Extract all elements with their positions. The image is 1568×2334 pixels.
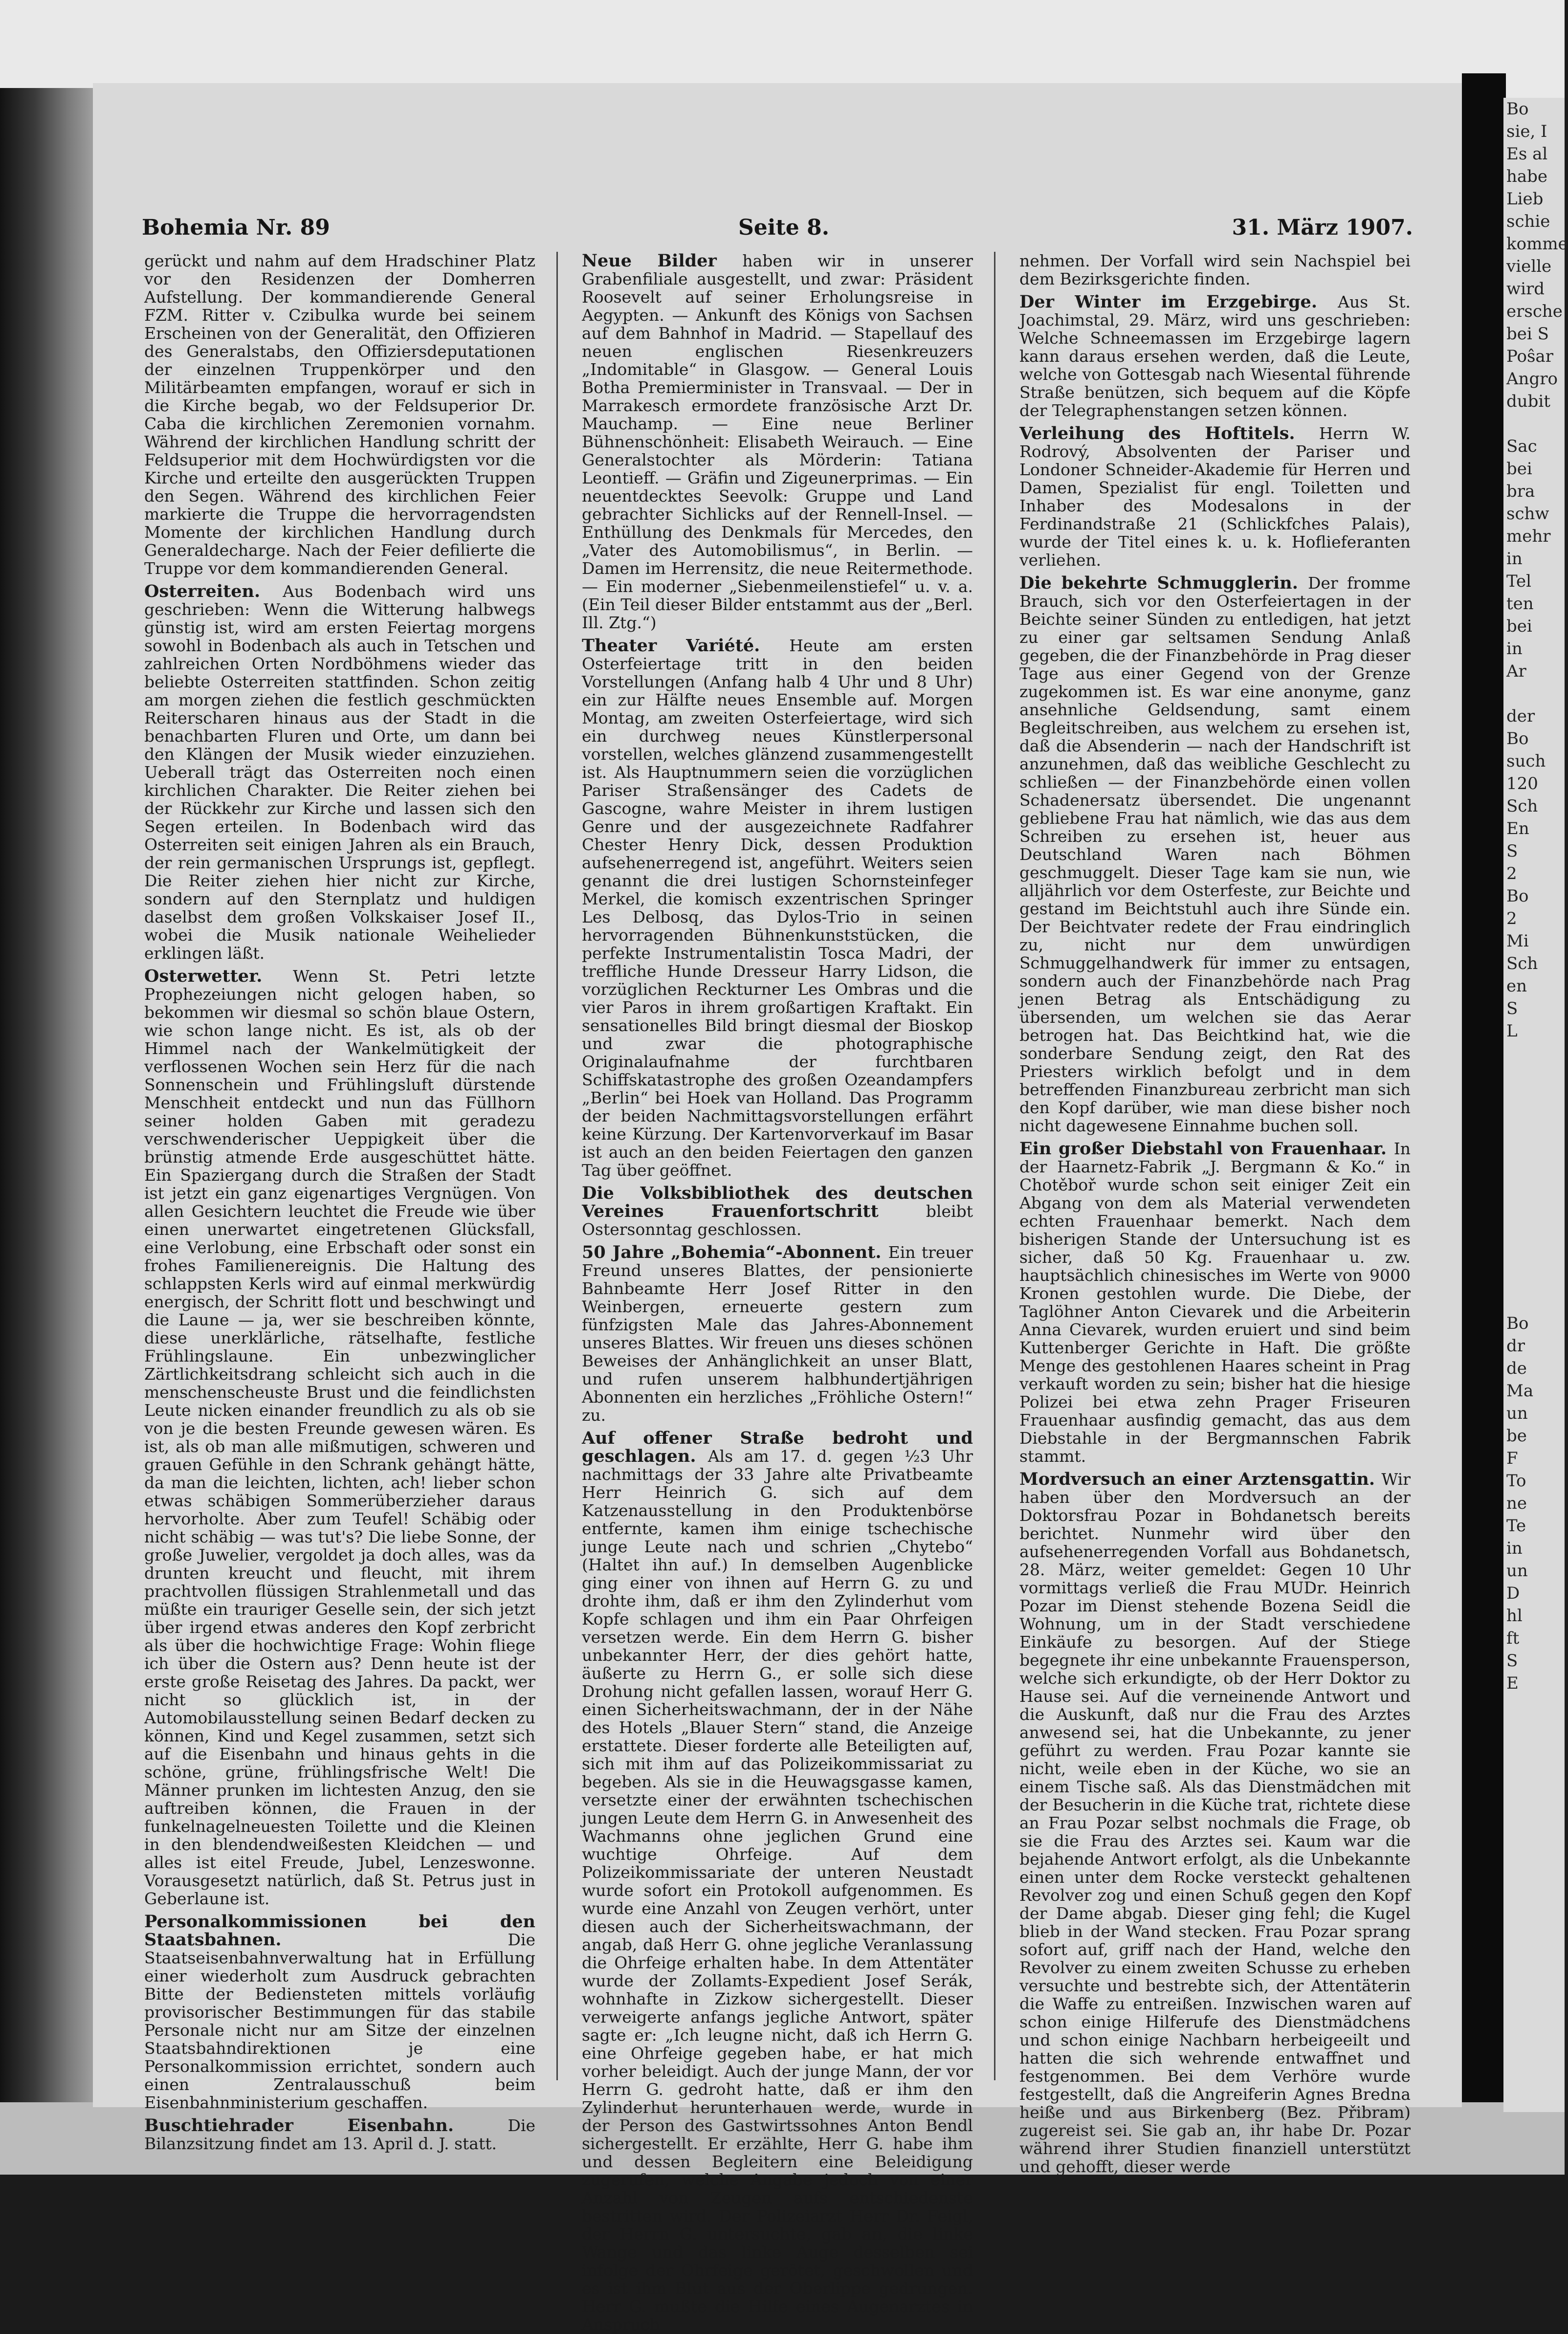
adjacent-page-text-fragment: S — [1506, 1651, 1518, 1671]
adjacent-page-text-fragment — [1503, 1267, 1565, 1290]
adjacent-page-text-fragment — [1503, 1132, 1565, 1155]
article-heading: Verleihung des Hoftitels. — [1019, 423, 1295, 443]
adjacent-page-text-fragment: in — [1506, 639, 1523, 659]
article-body: bleibt Ostersonntag geschlossen. — [582, 1202, 973, 1239]
article-heading: Auf offener Straße bedroht und geschlagen. — [582, 1428, 973, 1466]
adjacent-page-text-fragment: der — [1506, 706, 1535, 726]
adjacent-page-text-fragment: To — [1506, 1471, 1526, 1491]
adjacent-page-text-fragment: dr — [1506, 1336, 1525, 1356]
adjacent-page-text-fragment: Bo — [1506, 1314, 1529, 1333]
article — [1019, 574, 1411, 1135]
article — [144, 2116, 535, 2153]
article-heading: Ein großer Diebstahl von Frauenhaar. — [1019, 1139, 1387, 1159]
newspaper-page — [93, 83, 1462, 2334]
adjacent-page-edge — [1503, 98, 1568, 2112]
adjacent-page-text-fragment: bei — [1506, 617, 1532, 636]
article-body: haben wir in unserer Grabenfiliale ausgestellt, und zwar: Präsident Roosevelt auf seiner Erholungsreise in Aegypten. — Ankunft des Königs von Sachsen auf dem Bahnhof in Madrid. — Stapellauf des neuen englischen Riesenkreuzers „Indomitable“ in Glasgow. — General Louis Botha Premierminister in Transvaal. — Der in Marrakesch ermordete französische Arzt Dr. Mauchamp. — Eine neue Berliner Bühnenschönheit: Elisabeth Weirauch. — Eine Generalstochter als Mörderin: Tatiana Leontieff. — Gräfin und Zigeunerprimas. — Ein neuentdecktes Seevolk: Gruppe und Land gebrachter Sichlicks auf der Rennell-Insel. — Enthüllung des Denkmals für Mercedes, den „Vater des Automobilismus“, in Berlin. — Damen im Herrensitz, die neue Reitermethode. — Ein moderner „Siebenmeilenstiefel“ u. v. a. (Ein Teil dieser Bilder entstammt aus der „Berl. Ill. Ztg.“) — [582, 251, 973, 632]
article-body: Heute am ersten Osterfeiertage tritt in den beiden Vorstellungen (Anfang halb 4 Uhr und 8 Uhr) ein zur Hälfte neues Ensemble auf. Morgen Montag, am zweiten Osterfeiertage, wird sich ein durchweg neues Künstlerpersonal vorstellen, welches glänzend zusammengestellt ist. Als Hauptnummern seien die vorzüglichen Pariser Straßensänger des Cadets de Gascogne, wahre Meister in ihrem lustigen Genre und der ausgezeichnete Radfahrer Chester Henry Dick, dessen Produktion aufsehenerregend ist, angeführt. Weiters seien genannt die drei lustigen Schornsteinfeger Merkel, die komisch exzentrischen Springer Les Delbosq, das Dylos-Trio in seinen hervorragenden Bühnenkunststücken, die perfekte Instrumentalistin Tosca Madri, der treffliche Hunde Dresseur Harry Lidson, die vorzüglichen Reckturner Les Ombras und die vier Paros in ihrem großartigen Kraftakt. Ein sensationelles Bild bringt diesmal der Bioskop und zwar die photographische Originalaufnahme der furchtbaren Schiffskatastrophe des großen Ozeandampfers „Berlin“ bei Hoek van Holland. Das Programm der beiden Nachmittagsvorstellungen erfährt keine Kürzung. Der Kartenvorverkauf im Basar ist auch an den beiden Feiertagen den ganzen Tag über geöffnet. — [582, 636, 973, 1180]
adjacent-page-text-fragment — [1503, 1245, 1565, 1267]
adjacent-page-text-fragment: L — [1506, 1021, 1518, 1041]
adjacent-page-text-fragment: Es al — [1506, 144, 1548, 164]
adjacent-page-text-fragment: F — [1506, 1449, 1518, 1468]
adjacent-page-text-fragment: Ma — [1506, 1381, 1534, 1401]
article-heading: Osterwetter. — [144, 966, 263, 986]
page-header — [142, 215, 1413, 249]
article-body: Wenn St. Petri letzte Prophezeiungen nicht gelogen haben, so bekommen wir diesmal so schön blaue Ostern, wie schon lange nicht. Es ist, als ob der Himmel nach der Wankelmütigkeit der verflossenen Wochen sein Herz für die nach Sonnenschein und Frühlingsluft dürstende Menschheit entdeckt und nun das Füllhorn seiner holden Gaben mit geradezu verschwenderischer Ueppigkeit über die brünstig atmende Erde ausgeschüttet hätte. Ein Spaziergang durch die Straßen der Stadt ist jetzt ein ganz eigenartiges Vergnügen. Von allen Gesichtern leuchtet die Freude wie über einen unerwartet eingetretenen Glücksfall, eine Verlobung, eine Erbschaft oder sonst ein frohes Familienereignis. Die Haltung des schlappsten Kerls wird auf einmal merkwürdig energisch, der Schritt flott und beschwingt und die Laune — ja, wer sie beschreiben könnte, diese unerklärliche, rätselhafte, festliche Frühlingslaune. Ein unbezwinglicher Zärtlichkeitsdrang schleicht sich auch in die menschenscheuste Brust und die feindlichsten Leute nicken einander freundlich zu als ob sie von je die besten Freunde gewesen wären. Es ist, als ob man alle mißmutigen, schweren und grauen Gefühle in den Schrank gehängt hätte, da man die leichten, lichten, ach! lieber schon etwas schäbigen Sommerüberzieher daraus hervorholte. Aber zum Teufel! Schäbig oder nicht schäbig — was tut's? Die liebe Sonne, der große Juwelier, vergoldet ja doch alles, was da drunten kreucht und fleucht, mit ihrem prachtvollen flüssigen Strahlenmetall und das müßte ein trauriger Geselle sein, der sich jetzt über irgend etwas anderes den Kopf zerbricht als über die hochwichtige Frage: Wohin fliege ich über die Ostern aus? Denn heute ist der erste große Reisetag des Jahres. Da packt, wer nicht so glücklich ist, in der Automobilausstellung seinen Bedarf decken zu können, Kind und Kegel zusammen, setzt sich auf die Eisenbahn und hinaus gehts in die schöne, grüne, frühlingsfrische Welt! Die Männer prunken im lichtesten Anzug, den sie auftreiben können, die Frauen in der funkelnagelneuesten Toilette und die Kleinen in den blendendweißesten Kleidchen — und alles ist eitel Freude, Jubel, Lenzeswonne. Vorausgesetzt natürlich, daß St. Petrus just in Geberlaune ist. — [144, 967, 535, 1908]
adjacent-page-text-fragment: dubit — [1506, 392, 1550, 411]
article — [1019, 1470, 1411, 2176]
adjacent-page-text-fragment: Angro — [1506, 369, 1558, 389]
adjacent-page-text-fragment — [1503, 1290, 1565, 1312]
adjacent-page-text-fragment: in — [1506, 1539, 1523, 1558]
adjacent-page-text-fragment: ft — [1506, 1629, 1520, 1648]
adjacent-page-text-fragment: D — [1506, 1584, 1520, 1603]
adjacent-page-text-fragment: bei S — [1506, 324, 1549, 344]
adjacent-page-text-fragment: ersche — [1506, 302, 1563, 321]
adjacent-page-text-fragment — [1503, 1222, 1565, 1245]
article-body: Aus St. Joachimstal, 29. März, wird uns geschrieben: Welche Schneemassen im Erzgebirge lagern kann daraus ersehen werden, daß die Leute, welche von Gottesgab nach Wiesental führende Straße benützen, sich bequem auf die Köpfe der Telegraphenstangen setzen können. — [1019, 292, 1411, 420]
book-binding — [0, 88, 98, 2117]
adjacent-page-text-fragment: ne — [1506, 1494, 1527, 1513]
adjacent-page-text-fragment: ten — [1506, 594, 1534, 614]
column-2 — [582, 251, 973, 2334]
article-body: Als am 17. d. gegen ½3 Uhr nachmittags der 33 Jahre alte Privatbeamte Herr Heinrich G. sich auf dem Katzenausstellung in den Produktenbörse entfernte, kamen ihm einige tschechische junge Leute nach und schrien „Chytebo“ (Haltet ihn auf.) In demselben Augenblicke ging einer von ihnen auf Herrn G. zu und drohte ihm, daß er ihm den Zylinderhut vom Kopfe schlagen und ihm ein Paar Ohrfeigen versetzen werde. Ein dem Herrn G. bisher unbekannter Herr, der dies gehört hatte, äußerte zu Herrn G., er solle sich diese Drohung nicht gefallen lassen, worauf Herr G. einen Sicherheitswachmann, der in der Nähe des Hotels „Blauer Stern“ stand, die Anzeige erstattete. Dieser forderte alle Beteiligten auf, sich mit ihm auf das Polizeikommissariat zu begeben. Als sie in die Heuwagsgasse kamen, versetzte einer der erwähnten tschechischen jungen Leute dem Herrn G. in Anwesenheit des Wachmanns ohne jeglichen Grund eine wuchtige Ohrfeige. Auf dem Polizeikommissariate der unteren Neustadt wurde sofort ein Protokoll aufgenommen. Es wurde eine Anzahl von Zeugen verhört, unter diesen auch der Sicherheitswachmann, der angab, daß Herr G. ohne jegliche Veranlassung die Ohrfeige erhalten habe. In dem Attentäter wurde der Zollamts-Expedient Josef Serák, wohnhafte in Zizkow sichergestellt. Dieser verweigerte anfangs jegliche Antwort, später sagte er: „Ich leugne nicht, daß ich Herrn G. eine Ohrfeige gegeben habe, er hat mich vorher beleidigt. Auch der junge Mann, der vor Herrn G. gedroht hatte, daß er ihm den Zylinderhut herunterhauen werde, wurde in der Person des Gastwirtssohnes Anton Bendl sichergestellt. Er erzählte, Herr G. habe ihm und dessen Begleitern eine Beleidigung zugerufen, welche Angabe jedoch von einer Anzahl von Zeugen aufs entschiedenste bestritten wird. Der Polizeiarzt Herr Dr. Feigl, der Herrn G. untersuchte, gab an, die linke Wange und das linke Auge desselben sei infolge der Ohrfeige gerötet, geschwollen und es ist ihm Blut aus der Oberlippe gedrungen. Herr G. mußte die Hilfe eines Augenarztes in Anspruch — [582, 1447, 973, 2334]
article-body: Der fromme Brauch, sich vor den Osterfeiertagen in der Beichte seiner Sünden zu entledigen, hat jetzt zu einer gar seltsamen Sendung Anlaß gegeben, die der Finanzbehörde in Prag dieser Tage aus einer Gegend von der Grenze zugekommen ist. Es war eine anonyme, ganz ansehnliche Geldsendung, samt einem Begleitschreiben, aus welchem zu ersehen ist, daß die Absenderin — nach der Handschrift ist anzunehmen, daß das weibliche Geschlecht zu schließen — der Finanzbehörde einen vollen Schadenersatz übersendet. Die ungenannt gebliebene Frau hat nämlich, wie das aus dem Schreiben zu ersehen ist, heuer aus Deutschland Waren nach Böhmen geschmuggelt. Dieser Tage kam sie nun, wie alljährlich vor dem Osterfeste, zur Beichte und gestand im Beichtstuhl auch ihre Sünde ein. Der Beichtvater redete der Frau eindringlich zu, nicht nur dem unwürdigen Schmuggelhandwerk für immer zu entsagen, sondern auch der Finanzbehörde nach Prag jenen Betrag als Entschädigung zu übersenden, um welchen sie das Aerar betrogen hat. Das Beichtkind hat, wie die sonderbare Sendung zeigt, den Rat des Priesters wirklich befolgt und in dem betreffenden Finanzbureau zerbricht man sich den Kopf darüber, wie man diese bisher noch nicht dagewesene Einnahme buchen soll. — [1019, 573, 1411, 1135]
adjacent-page-text-fragment: hl — [1506, 1606, 1523, 1626]
adjacent-page-text-fragment — [1503, 1065, 1565, 1087]
adjacent-page-text-fragment: un — [1506, 1404, 1528, 1423]
adjacent-page-text-fragment — [1503, 1110, 1565, 1132]
article-heading: Personalkommissionen bei den Staatsbahnen. — [144, 1912, 535, 1950]
article — [1019, 252, 1411, 288]
article — [144, 967, 535, 1908]
adjacent-page-text-fragment: Sch — [1506, 796, 1538, 816]
article-body: Herrn W. Rodrový, Absolventen der Pariser und Londoner Schneider-Akademie für Herren und Damen, Spezialist für engl. Toiletten und Inhaber des Modesalons in der Ferdinandstraße 21 (Schlickfches Palais), wurde der Titel eines k. u. k. Hoflieferanten verliehen. — [1019, 424, 1411, 570]
adjacent-page-text-fragment: E — [1506, 1673, 1519, 1693]
adjacent-page-text-fragment: Bo — [1506, 886, 1529, 906]
adjacent-page-text-fragment: Bo — [1506, 729, 1529, 749]
adjacent-page-text-fragment: mehr — [1506, 527, 1551, 546]
article-heading: Der Winter im Erzgebirge. — [1019, 292, 1318, 312]
adjacent-page-text-fragment: Lieb — [1506, 189, 1544, 209]
adjacent-page-text-fragment: Te — [1506, 1516, 1526, 1536]
adjacent-page-text-fragment: be — [1506, 1426, 1527, 1446]
issue-date: 31. März 1907. — [1232, 215, 1413, 240]
adjacent-page-text-fragment: Bo — [1506, 99, 1529, 119]
adjacent-page-text-fragment: Sch — [1506, 954, 1538, 973]
adjacent-page-text-fragment: habe — [1506, 167, 1548, 186]
column-1 — [144, 251, 536, 2153]
adjacent-page-text-fragment: S — [1506, 841, 1518, 861]
adjacent-page-text-fragment: komme — [1506, 234, 1568, 254]
page-gutter — [1462, 73, 1506, 2127]
article-heading: 50 Jahre „Bohemia“-Abonnent. — [582, 1242, 882, 1262]
masthead-issue: Bohemia Nr. 89 — [142, 215, 330, 240]
adjacent-page-text-fragment: Tel — [1506, 572, 1532, 591]
article-body: Die Bilanzsitzung findet am 13. April d. J. statt. — [144, 2116, 536, 2153]
adjacent-page-text-fragment: 2 — [1506, 909, 1517, 928]
adjacent-page-text-fragment — [1503, 1042, 1565, 1065]
column-3 — [1019, 251, 1411, 2176]
article — [1019, 424, 1411, 569]
article-body: Aus Bodenbach wird uns geschrieben: Wenn die Witterung halbwegs günstig ist, wird am ersten Feiertag morgens sowohl in Bodenbach als auch in Tetschen und zahlreichen Orten Nordböhmens wieder das beliebte Osterreiten stattfinden. Schon zeitig am morgen ziehen die festlich geschmückten Reiterscharen hinaus aus der Stadt in die benachbarten Fluren und Orte, um dann bei den Klängen der Musik wieder einzuziehen. Ueberall trägt das Osterreiten noch einen kirchlichen Charakter. Die Reiter ziehen bei der Rückkehr zur Kirche und lassen sich den Segen erteilen. In Bodenbach wird das Osterreiten seit einigen Jahren als ein Brauch, der rein germanischen Ursprungs ist, gepflegt. Die Reiter ziehen hier nicht zur Kirche, sondern auf den Sternplatz und huldigen daselbst dem großen Volkskaiser Josef II., wobei die Musik nationale Weihelieder erklingen läßt. — [144, 582, 535, 963]
adjacent-page-text-fragment: Poŝar — [1506, 347, 1553, 366]
adjacent-page-text-fragment — [1503, 1200, 1565, 1222]
article — [582, 637, 973, 1179]
article-heading: Buschtiehrader Eisenbahn. — [144, 2115, 454, 2136]
adjacent-page-text-fragment — [1503, 1155, 1565, 1177]
page-number: Seite 8. — [738, 215, 830, 240]
adjacent-page-text-fragment: 120 — [1506, 774, 1538, 793]
adjacent-page-text-fragment: Sac — [1506, 437, 1537, 456]
adjacent-page-text-fragment: Mi — [1506, 931, 1529, 951]
adjacent-page-text-fragment: bra — [1506, 482, 1535, 501]
adjacent-page-text-fragment: schw — [1506, 504, 1549, 524]
article — [144, 1913, 535, 2112]
adjacent-page-text-fragment: vielle — [1506, 257, 1552, 276]
adjacent-page-text-fragment: S — [1506, 999, 1518, 1018]
adjacent-page-text-fragment: wird — [1506, 279, 1545, 299]
article-body: Ein treuer Freund unseres Blattes, der pensionierte Bahnbeamte Herr Josef Ritter in den Weinbergen, erneuerte gestern zum fünfzigsten Male das Jahres-Abonnement unseres Blattes. Wir freuen uns dieses schönen Beweises der Anhänglichkeit an unser Blatt, und rufen unserem halbhundertjährigen Abonnenten ein herzliches „Fröhliche Ostern!“ zu. — [582, 1243, 973, 1425]
adjacent-page-text-fragment: bei — [1506, 459, 1532, 479]
article — [1019, 1140, 1411, 1465]
adjacent-page-text-fragment: un — [1506, 1561, 1528, 1581]
article — [582, 252, 973, 632]
article — [582, 1243, 973, 1424]
article-heading: Theater Variété. — [582, 636, 760, 656]
adjacent-page-text-fragment — [1503, 413, 1565, 435]
column-rule — [994, 252, 995, 2080]
column-rule — [556, 252, 558, 2080]
adjacent-page-text-fragment: sie, I — [1506, 122, 1547, 141]
article-body: gerückt und nahm auf dem Hradschiner Platz vor den Residenzen der Domherren Aufstellung. Der kommandierende General FZM. Ritter v. Czibulka wurde bei seinem Erscheinen von der Generalität, den Offizieren des Generalstabs, den Offiziersdeputationen der einzelnen Truppenkörper und den Militärbeamten empfangen, worauf er sich in die Kirche begab, wo der Feldsuperior Dr. Caba die kirchlichen Zeremonien vornahm. Während der kirchlichen Handlung schritt der Feldsuperior mit dem Hochwürdigsten vor die Kirche und erteilte den ausgerückten Truppen den Segen. Während des kirchlichen Feier markierte die Truppe die hervorragendsten Momente der kirchlichen Handlung durch Generaldecharge. Nach der Feier defilierte die Truppe vor dem kommandierenden General. — [144, 251, 535, 578]
adjacent-page-text-fragment: schie — [1506, 212, 1550, 231]
adjacent-page-text-fragment — [1503, 1177, 1565, 1200]
article-body: nehmen. Der Vorfall wird sein Nachspiel bei dem Bezirksgerichte finden. — [1019, 251, 1411, 288]
article-heading: Die Volksbibliothek des deutschen Vereines Frauenfortschritt — [582, 1183, 973, 1221]
article-body: Die Staatseisenbahnverwaltung hat in Erfüllung einer wiederholt zum Ausdruck gebrachten Bitte der Bediensteten mittels vorläufig provisorischer Bestimmungen für das stabile Personale nicht nur am Sitze der einzelnen Staatsbahndirektionen je eine Personalkommission errichtet, sondern auch einen Zentralausschuß beim Eisenbahnministerium geschaffen. — [144, 1930, 535, 2112]
article-body: Wir haben über den Mordversuch an der Doktorsfrau Pozar in Bohdanetsch bereits berichtet. Nunmehr wird über den aufsehenerregenden Vorfall aus Bohdanetsch, 28. März, weiter gemeldet: Gegen 10 Uhr vormittags verließ die Frau MUDr. Heinrich Pozar im Dienst stehende Bozena Seidl die Wohnung, um in der Stadt verschiedene Einkäufe zu besorgen. Auf der Stiege begegnete ihr eine unbekannte Frauensperson, welche sich erkundigte, ob der Herr Doktor zu Hause sei. Auf die verneinende Antwort und die Auskunft, daß nur die Frau des Arztes anwesend sei, hat die Unbekannte, zu jener geführt zu werden. Frau Pozar kannte sie nicht, weile eben in der Küche, wo sie an einem Tische saß. Als das Dienstmädchen mit der Besucherin in die Küche trat, richtete diese an Frau Pozar selbst nochmals die Frage, ob sie die Frau des Arztes sei. Kaum war die bejahende Antwort erfolgt, als die Unbekannte einen unter dem Rocke versteckt gehaltenen Revolver zog und einen Schuß gegen den Kopf der Dame abgab. Dieser ging fehl; die Kugel blieb in der Wand stecken. Frau Pozar sprang sofort auf, griff nach der Hand, welche den Revolver zu einem zweiten Schusse zu erheben versuchte und bestrebte sich, der Attentäterin die Waffe zu entreißen. Inzwischen waren auf schon einige Hilferufe des Dienstmädchens und schon einige Nachbarn herbeigeeilt und hatten die sich wehrende entwaffnet und festgenommen. Bei dem Verhöre wurde festgestellt, daß die Angreiferin Agnes Bredna heiße und aus Birkenberg (Bez. Přibram) zugereist sei. Sie gab an, ihr habe Dr. Pozar während ihrer Studien finanziell unterstützt und gehofft, dieser werde — [1019, 1470, 1411, 2176]
adjacent-page-text-fragment — [1503, 1087, 1565, 1110]
article-heading: Osterreiten. — [144, 581, 261, 601]
adjacent-page-text-fragment: En — [1506, 819, 1529, 838]
article — [144, 582, 535, 962]
article — [144, 252, 535, 577]
adjacent-page-text-fragment: de — [1506, 1359, 1527, 1378]
article — [582, 1184, 973, 1238]
adjacent-page-text-fragment — [1503, 683, 1565, 705]
article-heading: Mordversuch an einer Arztensgattin. — [1019, 1469, 1375, 1489]
adjacent-page-text-fragment: in — [1506, 549, 1523, 569]
article-body: In der Haarnetz-Fabrik „J. Bergmann & Ko.“ in Chotěboř wurde schon seit einiger Zeit ein Abgang von dem als Material verwendeten echten Frauenhaar bemerkt. Nach dem bisherigen Stande der Untersuchung ist es sicher, daß 50 Kg. Frauenhaar u. zw. hauptsächlich chinesisches im Werte von 9000 Kronen gestohlen wurde. Die Diebe, der Taglöhner Anton Cievarek und die Arbeiterin Anna Cievarek, wurden eruiert und sind beim Kuttenberger Gerichte in Haft. Die größte Menge des gestohlenen Haares scheint in Prag verkauft worden zu sein; bisher hat die hiesige Polizei bei etwa zehn Prager Friseuren Frauenhaar ausfindig gemacht, das aus dem Diebstahle in der Bergmannschen Fabrik stammt. — [1019, 1139, 1411, 1466]
adjacent-page-text-fragment: en — [1506, 976, 1527, 996]
adjacent-page-text-fragment: 2 — [1506, 864, 1517, 883]
article — [1019, 293, 1411, 419]
article-heading: Neue Bilder — [582, 251, 717, 271]
article — [582, 1429, 973, 2334]
adjacent-page-text-fragment: such — [1506, 751, 1546, 771]
adjacent-page-text-fragment: Ar — [1506, 661, 1526, 681]
article-heading: Die bekehrte Schmugglerin. — [1019, 573, 1298, 593]
